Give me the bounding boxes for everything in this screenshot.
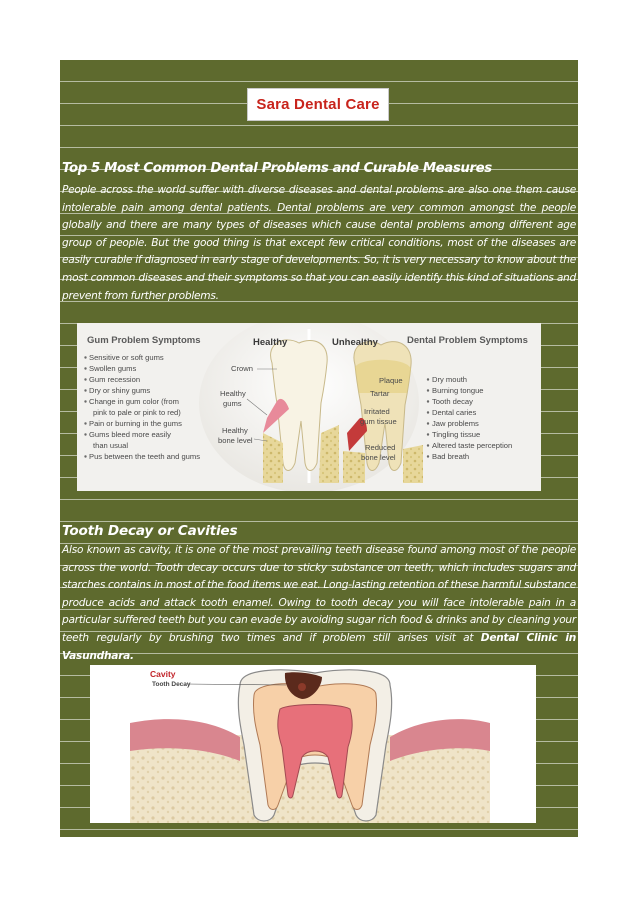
list-item: Tooth decay [432, 397, 473, 406]
reduced-bone-label: bone level [361, 453, 396, 462]
dental-clinic-link[interactable]: Dental Clinic in Vasundhara. [62, 631, 576, 662]
plaque-label: Plaque [379, 376, 403, 385]
list-item: Dental caries [432, 408, 477, 417]
cavity-diagram [90, 665, 536, 823]
section2-body [62, 542, 576, 665]
section2-title: Tooth Decay or Cavities [62, 523, 238, 539]
tartar-label: Tartar [370, 389, 390, 398]
document-page [60, 60, 578, 837]
gum-title: Gum Problem Symptoms [87, 335, 201, 346]
list-item: Change in gum color (from [89, 397, 179, 406]
section2-text: Also known as cavity, it is one of the most prevailing teeth disease found among most of the people across the world. Tooth decay occurs due to sticky substance on teeth, which includes sugars and starches contains in most of the food items we eat. Long-lasting retention of these harmful substance produce acids and attack tooth enamel. Owing to tooth decay you will face intolerable pain in a particular suffered teeth but you can evade by avoiding sugar rich food & drinks and by cleaning your teeth regularly by brushing two times and if problem still arises visit at [62, 544, 576, 644]
list-item: Jaw problems [432, 419, 479, 428]
list-item: Pain or burning in the gums [89, 419, 182, 428]
healthy-label: Healthy [253, 337, 288, 348]
list-item: Dry mouth [432, 375, 468, 384]
section1-body: People across the world suffer with diverse diseases and dental problems are also one them cause intolerable pain among dental patients. Dental problems are very common amongst the people globally and there are many types of diseases which cause dental problems among different age group of people. But the good thing is that except few critical conditions, most of the diseases are easily curable if diagnosed in early stage of developments. So, it is very necessary to know about the most common diseases and their symptoms so that you can easily identify this kind of situations and prevent from further problems. [62, 184, 576, 302]
cavity-figure [90, 665, 536, 823]
reduced-bone-label: Reduced [365, 443, 396, 452]
list-item: Swollen gums [89, 364, 137, 373]
crown-label: Crown [231, 364, 253, 373]
tooth-decay-label: Tooth Decay [152, 681, 191, 688]
unhealthy-label: Unhealthy [332, 337, 378, 348]
section1-title: Top 5 Most Common Dental Problems and Curable Measures [62, 161, 492, 176]
list-item: Dry or shiny gums [89, 386, 151, 395]
list-item: Gum recession [89, 375, 141, 384]
list-item: Gums bleed more easily [89, 430, 171, 439]
brand-name: Sara Dental Care [256, 96, 380, 113]
irritated-gum-label: gum tissue [360, 417, 397, 426]
irritated-gum-label: Irritated [364, 407, 390, 416]
list-item: Sensitive or soft gums [89, 353, 164, 362]
gum-dental-diagram [77, 323, 541, 491]
brand-logo [247, 88, 389, 121]
list-item: Pus between the teeth and gums [89, 452, 201, 461]
list-item: pink to pale or pink to red) [93, 408, 181, 417]
list-item: Burning tongue [432, 386, 484, 395]
list-item: Altered taste perception [432, 441, 513, 450]
dental-title: Dental Problem Symptoms [407, 335, 528, 346]
gum-dental-symptoms-figure [77, 323, 541, 491]
cavity-label: Cavity [150, 669, 176, 679]
list-item: than usual [93, 441, 129, 450]
healthy-bone-label: bone level [218, 436, 253, 445]
healthy-bone-label: Healthy [222, 426, 248, 435]
healthy-gums-label: gums [223, 399, 242, 408]
healthy-gums-label: Healthy [220, 389, 246, 398]
list-item: Tingling tissue [432, 430, 481, 439]
list-item: Bad breath [432, 452, 470, 461]
